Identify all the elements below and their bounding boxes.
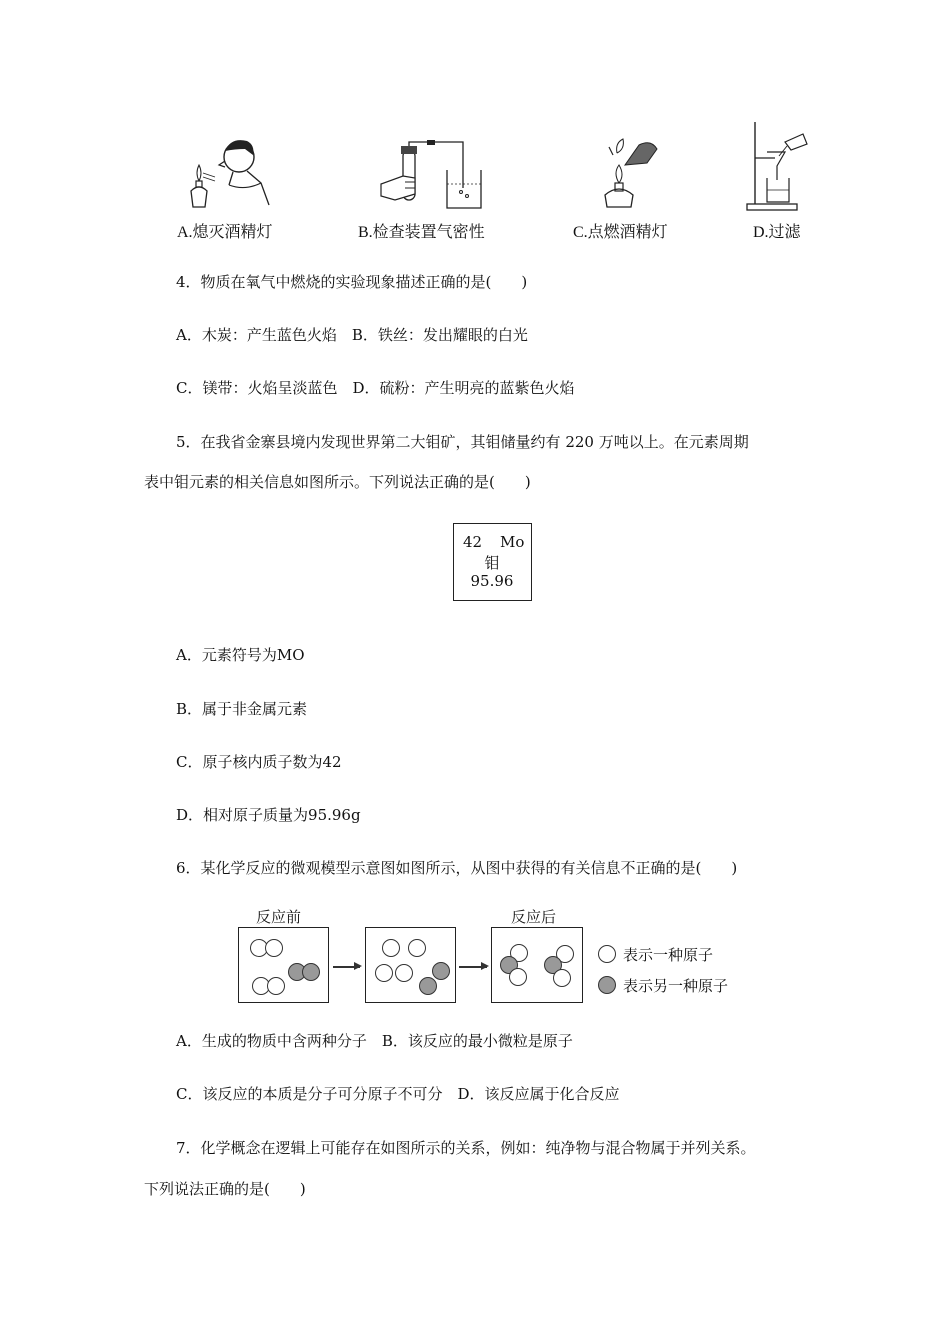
element-number: 42 xyxy=(463,533,483,551)
white-atom xyxy=(509,968,527,986)
q4-options-line2: C．镁带：火焰呈淡蓝色 D．硫粉：产生明亮的蓝紫色火焰 xyxy=(176,379,575,397)
q5-option-b: B．属于非金属元素 xyxy=(176,700,308,718)
legend-gray-text: 表示另一种原子 xyxy=(623,977,729,995)
white-atom xyxy=(553,969,571,987)
illustration-extinguish-lamp xyxy=(185,135,275,215)
q5-option-d: D．相对原子质量为95.96g xyxy=(176,806,361,824)
arrow-1 xyxy=(333,966,360,968)
after-label: 反应后 xyxy=(511,908,557,926)
white-atom xyxy=(408,939,426,957)
q5-stem-line1: 5．在我省金寨县境内发现世界第二大钼矿，其钼储量约有 220 万吨以上。在元素周期 xyxy=(176,433,749,451)
white-atom xyxy=(375,964,393,982)
white-atom xyxy=(382,939,400,957)
middle-box xyxy=(365,927,456,1003)
after-box xyxy=(491,927,583,1003)
white-atom xyxy=(265,939,283,957)
q7-stem-line1: 7．化学概念在逻辑上可能存在如图所示的关系，例如：纯净物与混合物属于并列关系。 xyxy=(176,1139,756,1157)
gray-atom xyxy=(432,962,450,980)
q6-options-line2: C．该反应的本质是分子可分原子不可分 D．该反应属于化合反应 xyxy=(176,1085,620,1103)
q4-options-line1: A．木炭：产生蓝色火焰 B．铁丝：发出耀眼的白光 xyxy=(176,326,528,344)
before-label: 反应前 xyxy=(256,908,302,926)
white-atom xyxy=(395,964,413,982)
before-box xyxy=(238,927,329,1003)
gray-atom xyxy=(302,963,320,981)
q5-option-a: A．元素符号为MO xyxy=(176,646,305,664)
q4-stem: 4．物质在氧气中燃烧的实验现象描述正确的是( ) xyxy=(176,273,528,291)
caption-d: D.过滤 xyxy=(753,224,801,241)
q5-option-c: C．原子核内质子数为42 xyxy=(176,753,342,771)
arrow-2 xyxy=(459,966,487,968)
illustration-airtightness-check xyxy=(375,140,485,212)
legend-gray-atom xyxy=(598,976,616,994)
caption-b: B.检查装置气密性 xyxy=(358,224,485,241)
element-name: 钼 xyxy=(484,554,500,572)
element-card xyxy=(453,523,532,601)
white-atom xyxy=(267,977,285,995)
q5-stem-line2: 表中钼元素的相关信息如图所示。下列说法正确的是( ) xyxy=(144,473,531,491)
gray-atom xyxy=(419,977,437,995)
legend-white-text: 表示一种原子 xyxy=(623,946,714,964)
q6-stem: 6．某化学反应的微观模型示意图如图所示，从图中获得的有关信息不正确的是( ) xyxy=(176,859,738,877)
illustration-light-lamp xyxy=(595,135,665,215)
q6-options-line1: A．生成的物质中含两种分子 B．该反应的最小微粒是原子 xyxy=(176,1032,573,1050)
illustration-filtration xyxy=(745,120,810,212)
q7-stem-line2: 下列说法正确的是( ) xyxy=(144,1180,306,1198)
element-symbol: Mo xyxy=(500,533,525,551)
caption-c: C.点燃酒精灯 xyxy=(573,224,668,241)
legend-white-atom xyxy=(598,945,616,963)
element-mass: 95.96 xyxy=(470,572,514,590)
caption-a: A.熄灭酒精灯 xyxy=(177,224,273,241)
